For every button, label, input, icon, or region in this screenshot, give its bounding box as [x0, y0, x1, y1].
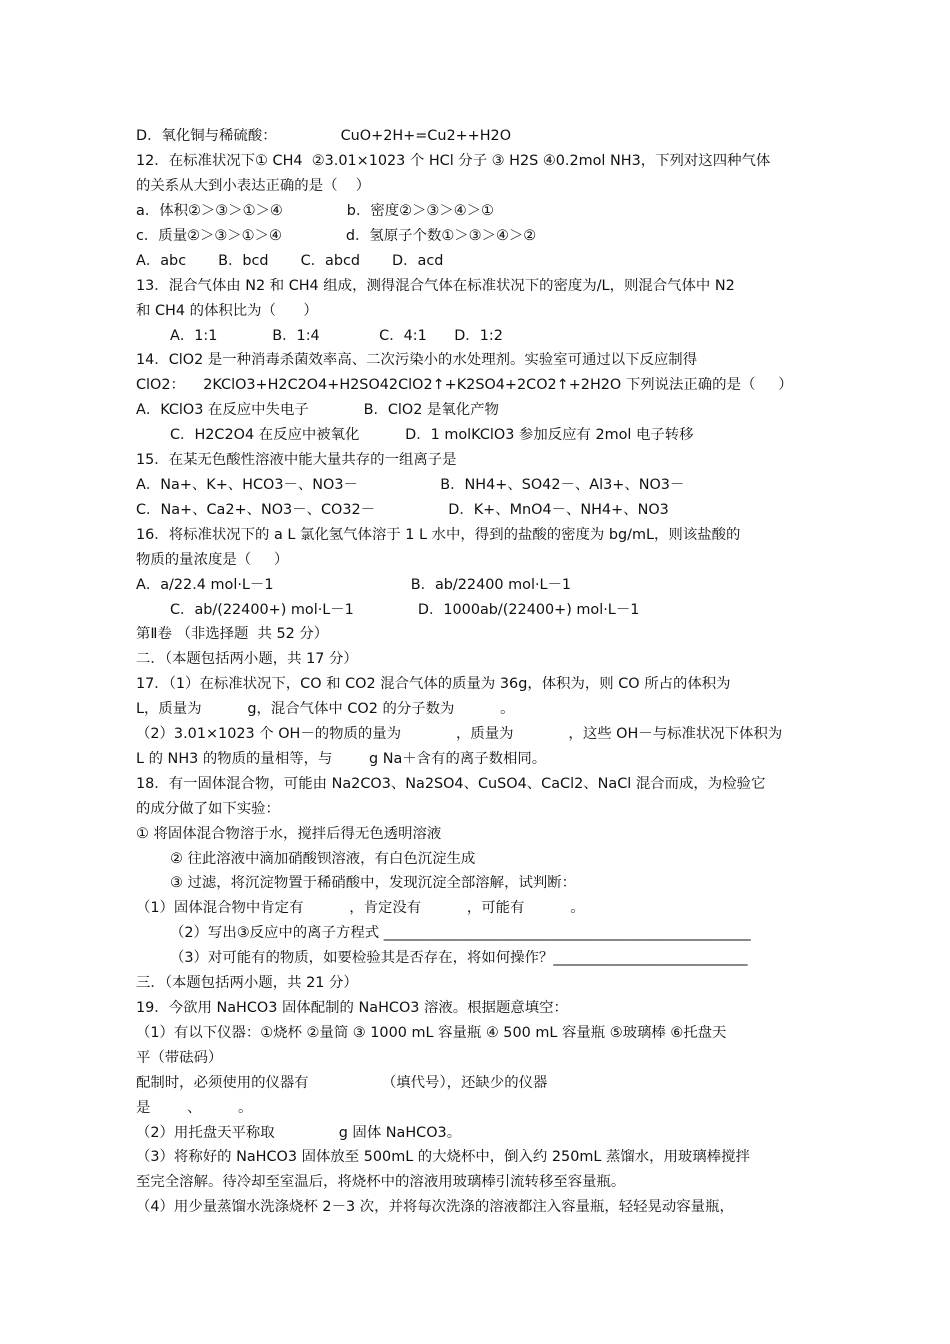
text-line: （2）3.01×1023 个 OH－的物质的量为 ，质量为 ，这些 OH－与标准状况下体积为 — [136, 726, 783, 742]
text-line: （2）写出③反应中的离子方程式 ___________________________________________________ — [170, 925, 751, 941]
text-line: A．abc B．bcd C．abcd D．acd — [136, 253, 444, 269]
text-line: L，质量为 g，混合气体中 CO2 的分子数为 。 — [136, 701, 515, 717]
text-line: A．Na+、K+、HCO3－、NO3－ B．NH4+、SO42－、Al3+、NO3－ — [136, 477, 685, 493]
text-line: A．1:1 B．1:4 C．4:1 D．1:2 — [170, 328, 503, 344]
text-line: ClO2： 2KClO3+H2C2O4+H2SO42ClO2↑+K2SO4+2CO2↑+2H2O 下列说法正确的是（ ） — [136, 377, 793, 393]
text-line: 15．在某无色酸性溶液中能大量共存的一组离子是 — [136, 452, 457, 468]
text-line: （3）对可能有的物质，如要检验其是否存在，将如何操作？___________________________ — [170, 950, 748, 966]
text-line: 物质的量浓度是（ ） — [136, 552, 289, 568]
text-line: 配制时，必须使用的仪器有 （填代号），还缺少的仪器 — [136, 1075, 548, 1091]
text-line: 平（带砝码） — [136, 1050, 223, 1066]
text-line: （3）将称好的 NaHCO3 固体放至 500mL 的大烧杯中，倒入约 250mL 蒸馏水，用玻璃棒搅拌 — [136, 1149, 750, 1165]
text-line: 16．将标准状况下的 a L 氯化氢气体溶于 1 L 水中，得到的盐酸的密度为 bg/mL，则该盐酸的 — [136, 527, 741, 543]
text-line: 和 CH4 的体积比为（ ） — [136, 303, 318, 319]
text-line: C．Na+、Ca2+、NO3－、CO32－ D．K+、MnO4－、NH4+、NO3 — [136, 502, 669, 518]
text-line: 14．ClO2 是一种消毒杀菌效率高、二次污染小的水处理剂。实验室可通过以下反应制得 — [136, 352, 698, 368]
text-line: 的成分做了如下实验： — [136, 801, 280, 817]
text-line: D．氧化铜与稀硫酸： CuO+2H+=Cu2++H2O — [136, 128, 512, 144]
text-line: C．ab/(22400+) mol·L－1 D．1000ab/(22400+) mol·L－1 — [170, 602, 640, 618]
text-line: （1）固体混合物中肯定有 ，肯定没有 ，可能有 。 — [136, 900, 585, 916]
text-line: ① 将固体混合物溶于水，搅拌后得无色透明溶液 — [136, 826, 442, 842]
text-line: c．质量②＞③＞①＞④ d．氢原子个数①＞③＞④＞② — [136, 228, 537, 244]
text-line: C．H2C2O4 在反应中被氧化 D．1 molKClO3 参加反应有 2mol 电子转移 — [170, 427, 694, 443]
text-line: （2）用托盘天平称取 g 固体 NaHCO3。 — [136, 1125, 462, 1141]
text-line: 12．在标准状况下① CH4 ②3.01×1023 个 HCl 分子 ③ H2S ④0.2mol NH3，下列对这四种气体 — [136, 153, 771, 169]
text-line: ② 往此溶液中滴加硝酸钡溶液，有白色沉淀生成 — [170, 851, 476, 867]
text-line: （1）有以下仪器：①烧杯 ②量筒 ③ 1000 mL 容量瓶 ④ 500 mL 容量瓶 ⑤玻璃棒 ⑥托盘天 — [136, 1025, 727, 1041]
text-line: （4）用少量蒸馏水洗涤烧杯 2－3 次，并将每次洗涤的溶液都注入容量瓶，轻轻晃动容量瓶， — [136, 1199, 734, 1215]
section-heading: 三．（本题包括两小题，共 21 分） — [136, 975, 358, 991]
text-line: 19．今欲用 NaHCO3 固体配制的 NaHCO3 溶液。根据题意填空： — [136, 1000, 568, 1016]
text-line: A．KClO3 在反应中失电子 B．ClO2 是氧化产物 — [136, 402, 499, 418]
text-line: 的关系从大到小表达正确的是（ ） — [136, 178, 371, 194]
section-heading: 第Ⅱ卷 （非选择题 共 52 分） — [136, 626, 329, 642]
text-line: 是 、 。 — [136, 1100, 253, 1116]
text-line: L 的 NH3 的物质的量相等，与 g Na＋含有的离子数相同。 — [136, 751, 547, 767]
section-heading: 二．（本题包括两小题，共 17 分） — [136, 651, 358, 667]
text-line: A．a/22.4 mol·L－1 B．ab/22400 mol·L－1 — [136, 577, 572, 593]
text-line: 17．（1）在标准状况下，CO 和 CO2 混合气体的质量为 36g，体积为，则 CO 所占的体积为 — [136, 676, 731, 692]
text-line: ③ 过滤，将沉淀物置于稀硝酸中，发现沉淀全部溶解，试判断： — [170, 875, 577, 891]
text-line: 13．混合气体由 N2 和 CH4 组成，测得混合气体在标准状况下的密度为/L，则混合气体中 N2 — [136, 278, 735, 294]
text-line: 至完全溶解。待冷却至室温后，将烧杯中的溶液用玻璃棒引流转移至容量瓶。 — [136, 1174, 626, 1190]
text-line: 18．有一固体混合物，可能由 Na2CO3、Na2SO4、CuSO4、CaCl2、NaCl 混合而成，为检验它 — [136, 776, 766, 792]
text-line: a．体积②＞③＞①＞④ b．密度②＞③＞④＞① — [136, 203, 494, 219]
